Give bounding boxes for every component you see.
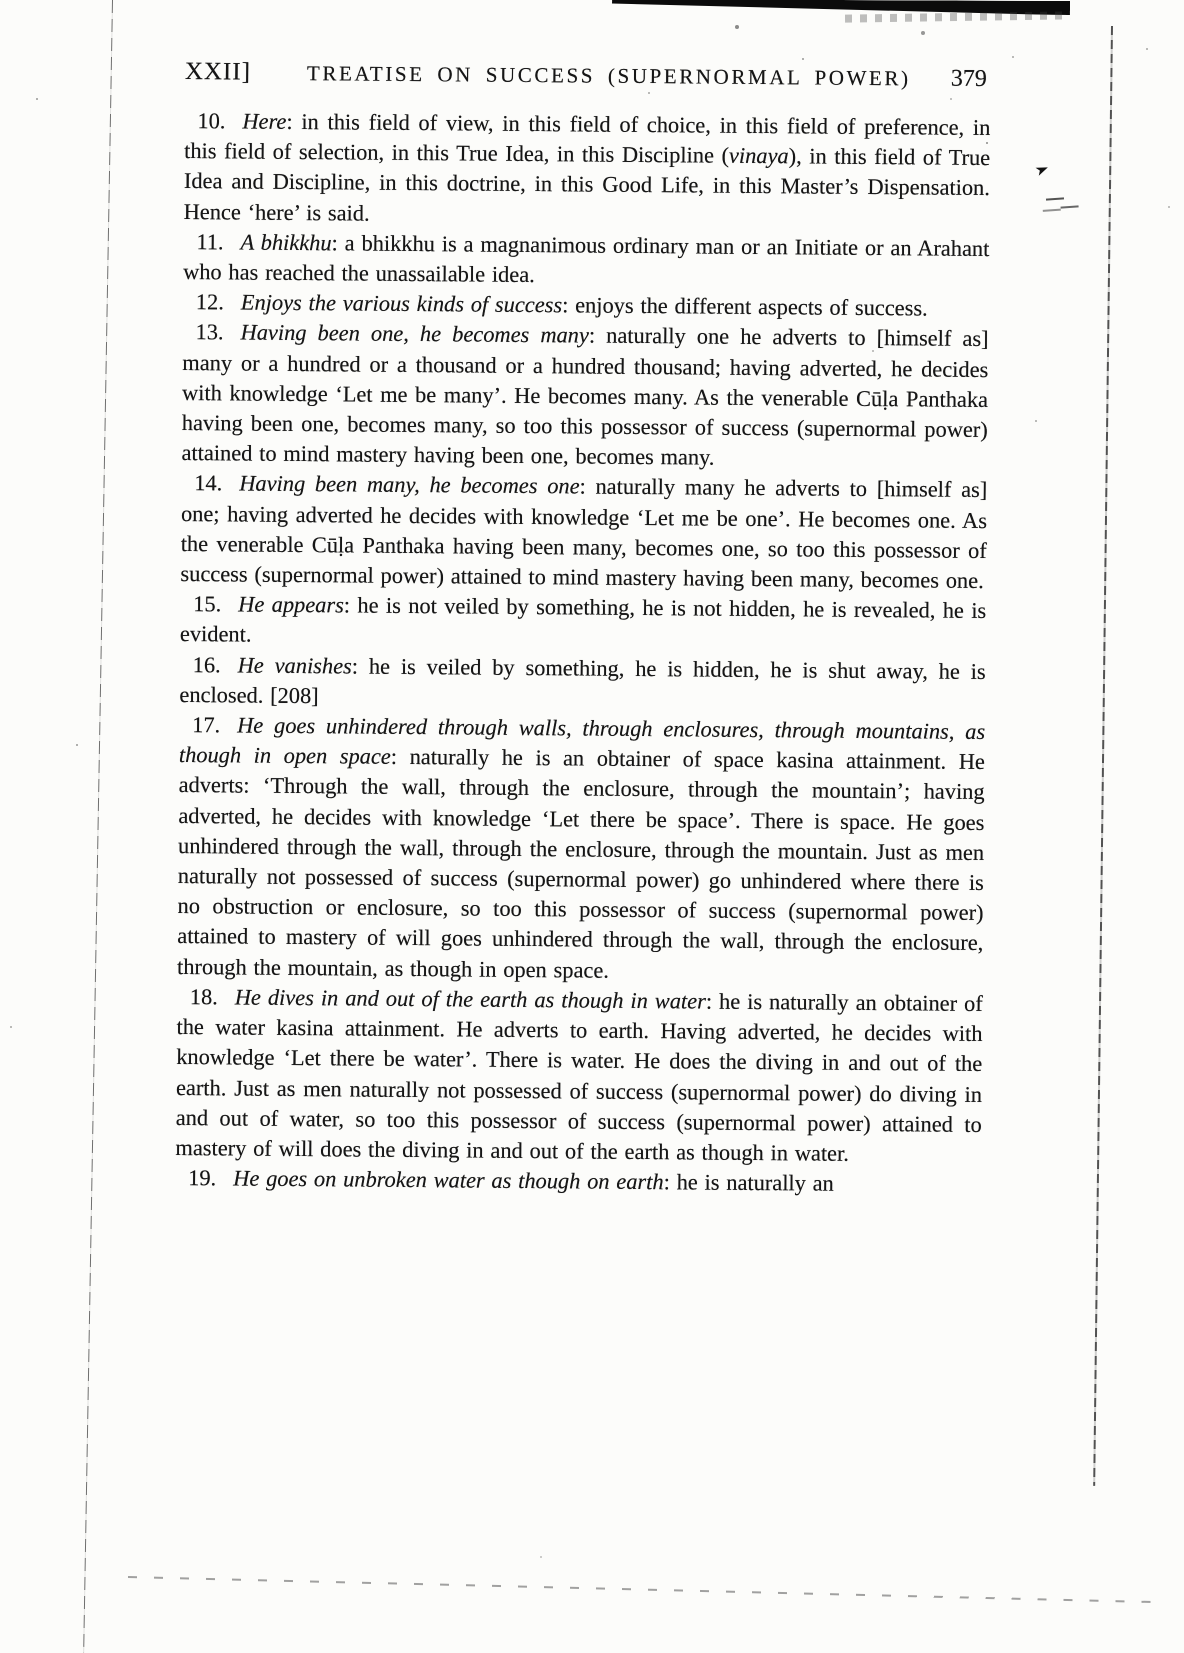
paragraph-17 [177, 710, 985, 989]
page-edge-line [1093, 26, 1112, 1486]
paragraph-text: : naturally he is an obtainer of space kasina attainment. He adverts: ‘Through the wall, through the enclosure, through the mountain’; having adverted, he decides with knowledge ‘Let there be space’. There is space. He goes unhindered through the wall, through the enclosure, through the mountain. Just as men naturally not possessed of success (supernormal power) go unhindered where there is no obstruction or enclosure, so too this possessor of success (supernormal power) attained to mastery of will goes unhindered through the wall, through the enclosure, through the mountain, as though in open space. [176, 744, 985, 983]
paragraph-14 [180, 468, 987, 596]
paragraph-number: 15. [193, 591, 222, 617]
paragraph-number: 13. [195, 319, 224, 345]
paragraph-text: : naturally many he adverts to [himself as] one; having adverted he decides with knowledge ‘Let me be one’. He becomes one. As the venerable Cūḷa Panthaka having been many, becomes one, so too this possessor of success (supernormal power) attained to mind mastery having been many, becomes one. [180, 473, 988, 594]
paragraph-number: 19. [188, 1165, 217, 1191]
paragraph-lead: Here [242, 108, 287, 134]
page-bottom-edge-line [128, 1576, 1153, 1603]
paragraph-11 [183, 227, 989, 294]
paragraph-text: : naturally one he adverts to [himself as] many or a hundred or a thousand or a hundred thousand; having adverted, he decides with knowledge ‘Let me be many’. He becomes many. As the venerable Cūḷa Panthaka having been one, becomes many, so too this possessor of success (supernormal power) attained to mind mastery having been one, becomes many. [181, 322, 989, 470]
paragraph-lead: Having been many, he becomes one [239, 470, 580, 499]
paragraph-lead: A bhikkhu [240, 229, 332, 256]
pen-arrow-mark: ➤ [1032, 159, 1052, 181]
chapter-marker: XXII] [184, 58, 252, 86]
paragraph-lead: Having been one, he becomes many [240, 319, 589, 348]
paragraph-number: 18. [189, 983, 218, 1010]
paragraph-text: ), in this field of True Idea and Discipline, in this doctrine, in this Good Life, in this Master’s Dispensation. Hence ‘here’ is said. [183, 143, 991, 226]
paragraph-text: : in this field of view, in this field of choice, in this field of preference, in this field of selection, in this True Idea, in this Discipline ( [184, 108, 991, 168]
paragraph-lead: Enjoys the various kinds of success [240, 289, 563, 318]
paragraph-lead: He dives in and out of the earth as though in water [234, 984, 706, 1014]
page-fold-line [83, 0, 113, 1653]
page-number: 379 [950, 65, 987, 92]
paragraph-text: : he is not veiled by something, he is not hidden, he is revealed, he is evident. [179, 592, 987, 648]
paragraph-19 [175, 1163, 981, 1200]
paragraph-number: 17. [192, 712, 221, 738]
italic-term-vinaya: vinaya [728, 142, 789, 169]
paragraph-text: : enjoys the different aspects of success. [562, 292, 928, 321]
paragraph-10 [184, 106, 991, 234]
body-text [175, 106, 990, 1200]
paragraph-number: 16. [192, 651, 221, 677]
page-content [175, 58, 991, 1200]
paragraph-text: : he is naturally an obtainer of the water kasina attainment. He adverts to earth. Having adverted, he decides with knowledge ‘Let there be water’. There is water. He does the diving in and out of the earth. Just as men naturally not possessed of success (supernormal power) do diving in and out of water, so too this possessor of success (supernormal power) attained to mastery of will does the diving in and out of the earth as though in water. [175, 988, 983, 1166]
scan-dash-marks [1046, 197, 1064, 200]
scan-bar-fuzz [845, 11, 1070, 22]
paragraph-number: 14. [194, 470, 223, 496]
paragraph-lead: He vanishes [237, 652, 352, 679]
scan-noise-specks [0, 0, 2, 2]
paragraph-text: : he is veiled by something, he is hidden, he is shut away, he is enclosed. [208] [179, 653, 986, 709]
paragraph-number: 10. [197, 108, 226, 134]
paragraph-15 [180, 589, 986, 656]
paragraph-number: 11. [196, 228, 224, 255]
running-title: TREATISE ON SUCCESS (SUPERNORMAL POWER) [306, 61, 911, 91]
running-header [185, 58, 991, 93]
paragraph-lead: He appears [238, 591, 344, 618]
paragraph-lead: He goes on unbroken water as though on earth [233, 1165, 664, 1195]
paragraph-18 [175, 982, 983, 1170]
paragraph-text: : a bhikkhu is a magnanimous ordinary man or an Initiate or an Arahant who has reached the unassailable idea. [183, 230, 990, 288]
paragraph-13 [181, 317, 988, 475]
paragraph-text: : he is naturally an [663, 1169, 834, 1196]
paragraph-16 [179, 650, 985, 717]
paragraph-lead: He goes unhindered through walls, through enclosures, through mountains, as though in open space [178, 712, 986, 770]
paragraph-number: 12. [195, 289, 224, 315]
